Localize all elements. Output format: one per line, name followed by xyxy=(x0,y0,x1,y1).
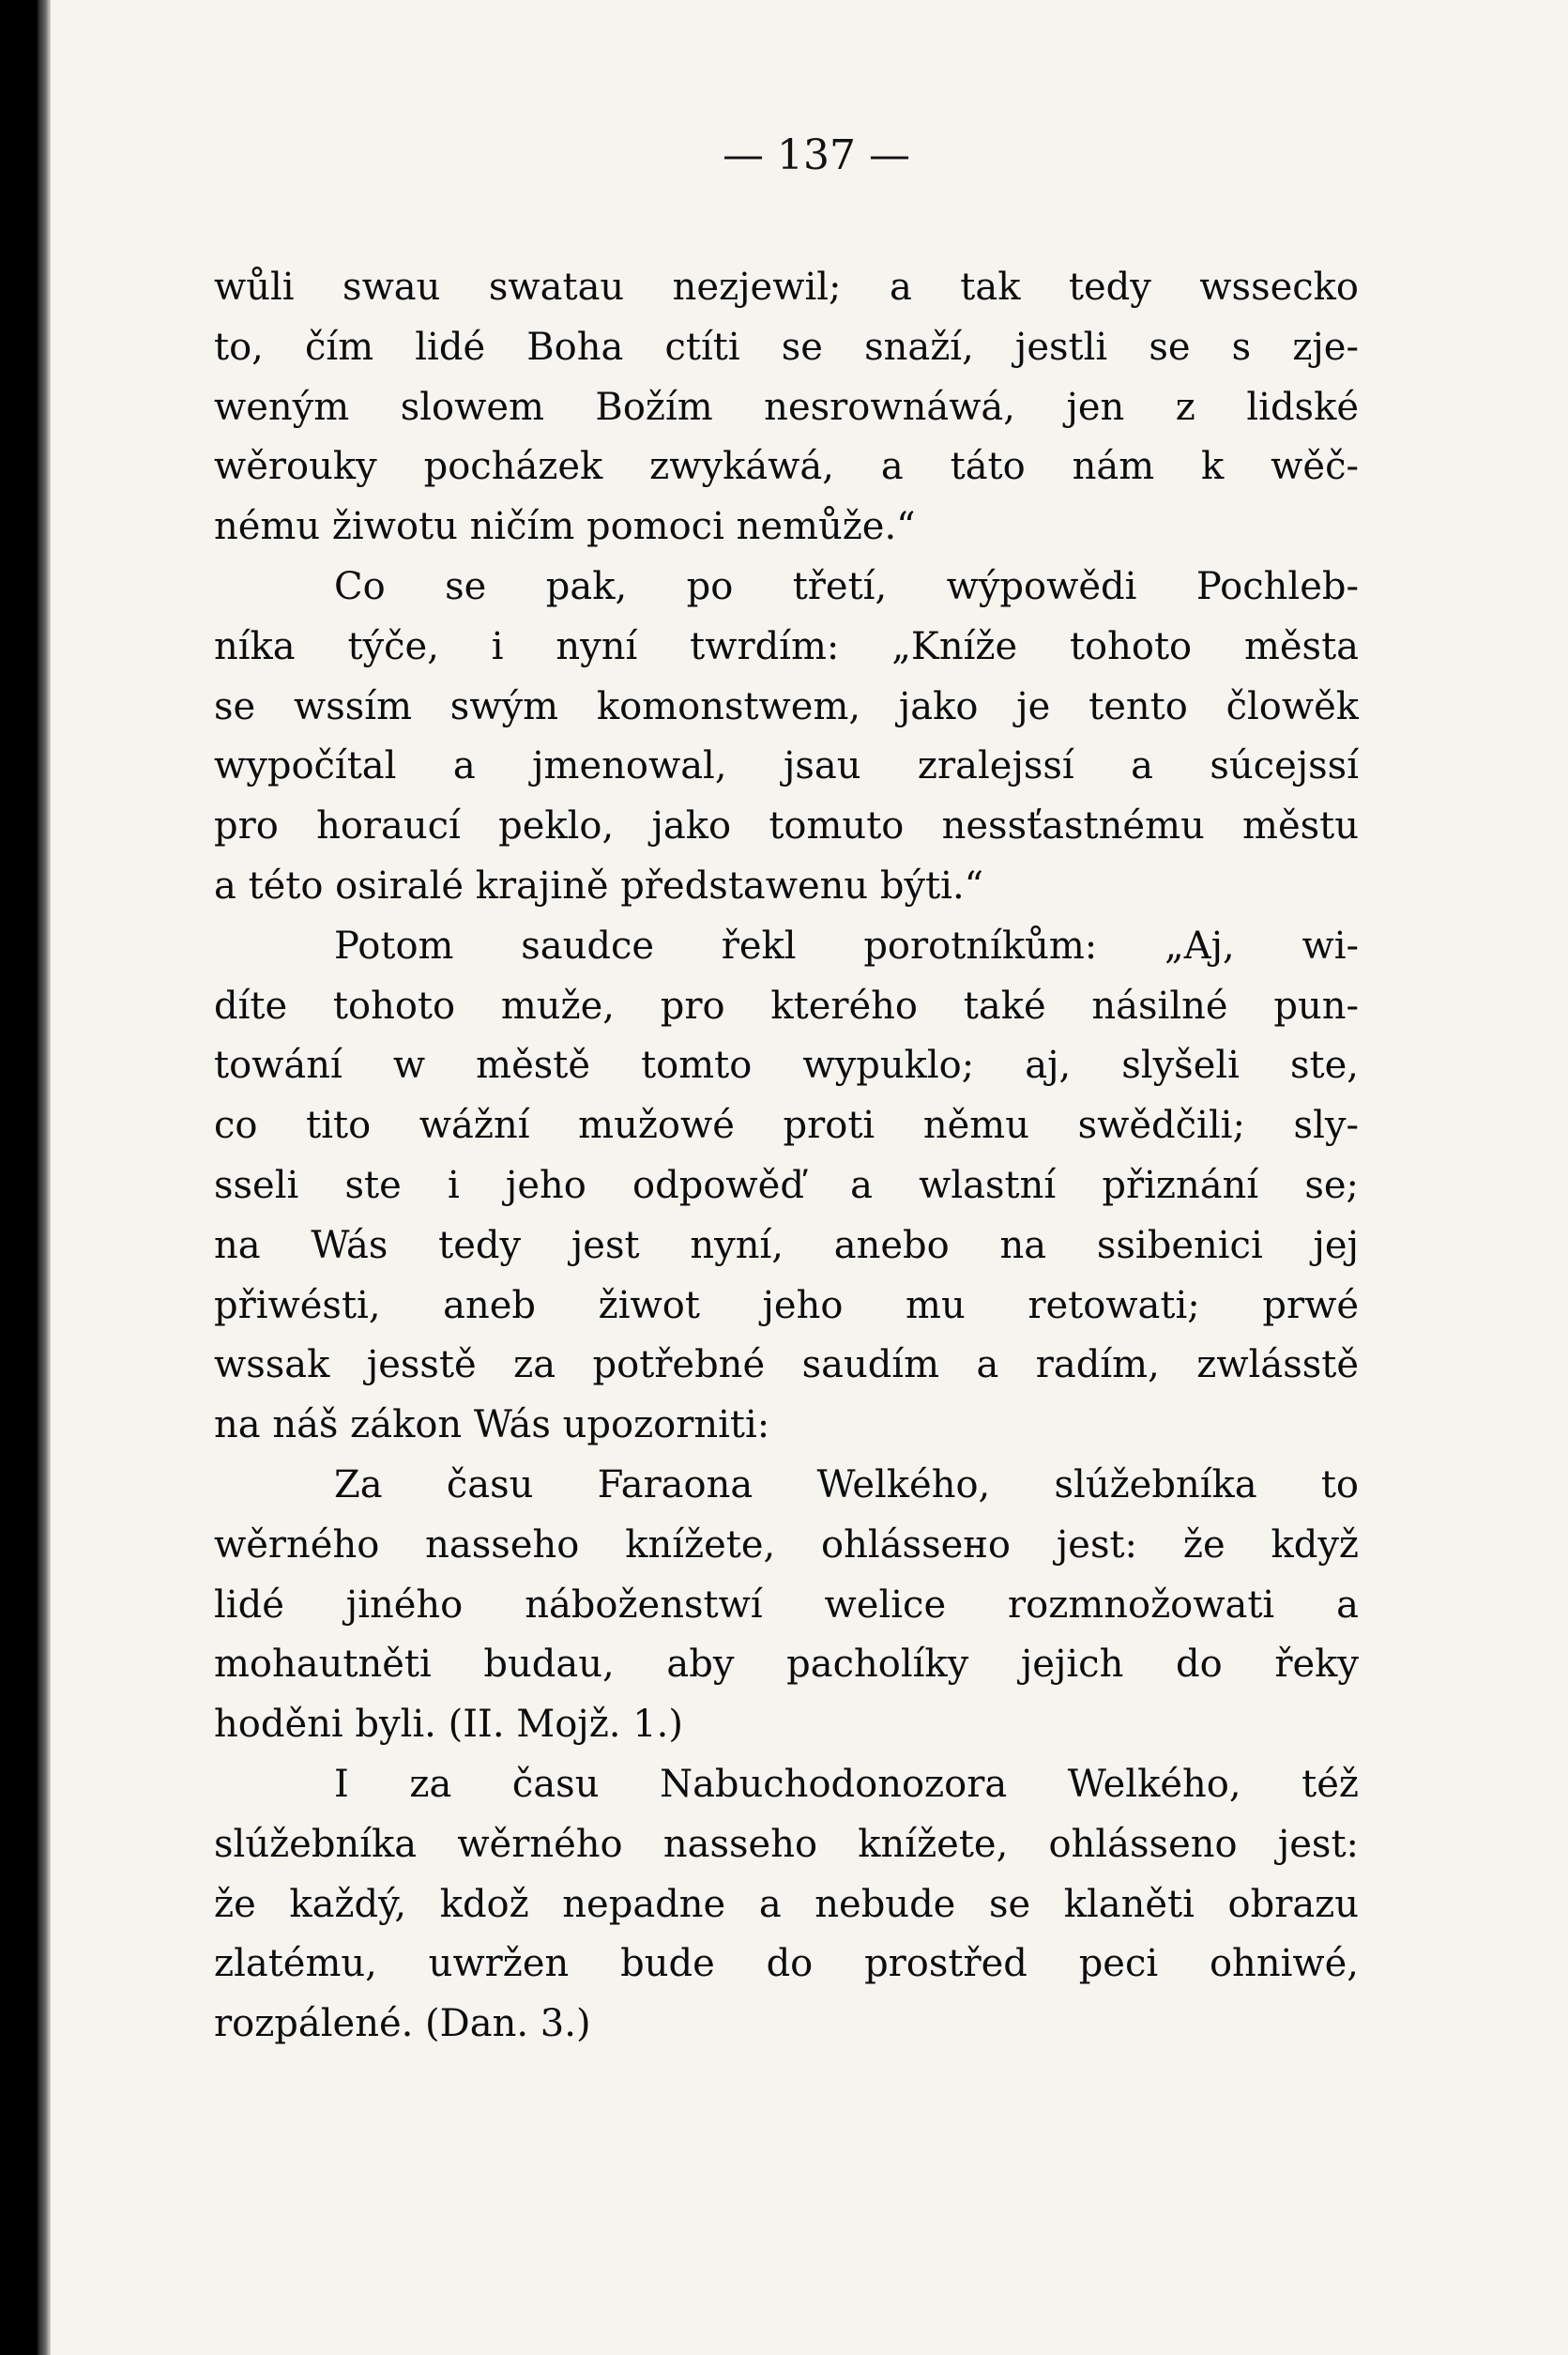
text-line: níka týče, i nyní twrdím: „Kníže tohoto města xyxy=(214,624,1359,668)
text-line: nému žiwotu ničím pomoci nemůže.“ xyxy=(214,505,916,549)
page-binding-edge xyxy=(38,0,51,2355)
text-line: Potom saudce řekl porotníkům: „Aj, wi- xyxy=(334,924,1359,968)
text-line: že každý, kdož nepadne a nebude se klaněti obrazu xyxy=(214,1882,1359,1926)
text-line: zlatému, uwržen bude do prostřed peci ohniwé, xyxy=(214,1942,1359,1986)
text-line: I za času Nabuchodonozora Welkého, též xyxy=(334,1762,1359,1806)
text-line: a této osiralé krajině předstawenu býti.“ xyxy=(214,864,984,908)
paragraph xyxy=(214,558,1359,917)
paragraph xyxy=(214,917,1359,1456)
text-line: wssak jesstě za potřebné saudím a radím, zwlásstě xyxy=(214,1343,1359,1387)
paragraph xyxy=(214,258,1359,558)
text-line: na Wás tedy jest nyní, anebo na ssibenici jej xyxy=(214,1223,1359,1267)
text-line: wůli swau swatau nezjewil; a tak tedy wssecko xyxy=(214,266,1359,309)
text-line: rozpálené. (Dan. 3.) xyxy=(214,2002,591,2046)
text-line: na náš zákon Wás upozorniti: xyxy=(214,1403,770,1447)
text-line: pro horaucí peklo, jako tomuto nessťastnému městu xyxy=(214,804,1359,849)
text-line: Za času Faraona Welkého, slúžebníka to xyxy=(334,1462,1359,1506)
text-line: sseli ste i jeho odpowěď a wlastní přiznání se; xyxy=(214,1163,1359,1207)
text-line: díte tohoto muže, pro kterého také násilné pun- xyxy=(214,984,1359,1028)
text-line: lidé jiného náboženstwí welice rozmnožowati a xyxy=(214,1583,1359,1627)
body-text xyxy=(214,258,1359,2055)
text-line: weným slowem Božím nesrownáwá, jen z lidské xyxy=(214,385,1359,429)
page-number: — 137 — xyxy=(723,131,910,179)
text-line: mohautněti budau, aby pacholíky jejich do řeky xyxy=(214,1643,1359,1687)
text-line: wěrouky pocházek zwykáwá, a táto nám k wěč- xyxy=(214,445,1359,489)
text-line: to, čím lidé Boha ctíti se snaží, jestli se s zje- xyxy=(214,325,1359,369)
text-line: co tito wážní mužowé proti němu swědčili; sly- xyxy=(214,1104,1359,1148)
text-line: hoděni byli. (II. Mojž. 1.) xyxy=(214,1703,683,1747)
paragraph xyxy=(214,1456,1359,1755)
text-line: wěrného nasseho knížete, ohlássено jest: že když xyxy=(214,1522,1359,1567)
text-line: towání w městě tomto wypuklo; aj, slyšeli ste, xyxy=(214,1044,1359,1088)
book-page xyxy=(38,0,1568,2355)
text-line: se wssím swým komonstwem, jako je tento člowěk xyxy=(214,684,1359,728)
paragraph xyxy=(214,1755,1359,2055)
text-line: přiwésti, aneb žiwot jeho mu retowati; prwé xyxy=(214,1283,1359,1327)
text-line: slúžebníka wěrného nasseho knížete, ohlásseno jest: xyxy=(214,1822,1359,1866)
text-line: wypočítal a jmenowal, jsau zralejssí a súcejssí xyxy=(214,744,1359,788)
text-line: Co se pak, po třetí, wýpowědi Pochleb- xyxy=(334,564,1359,608)
